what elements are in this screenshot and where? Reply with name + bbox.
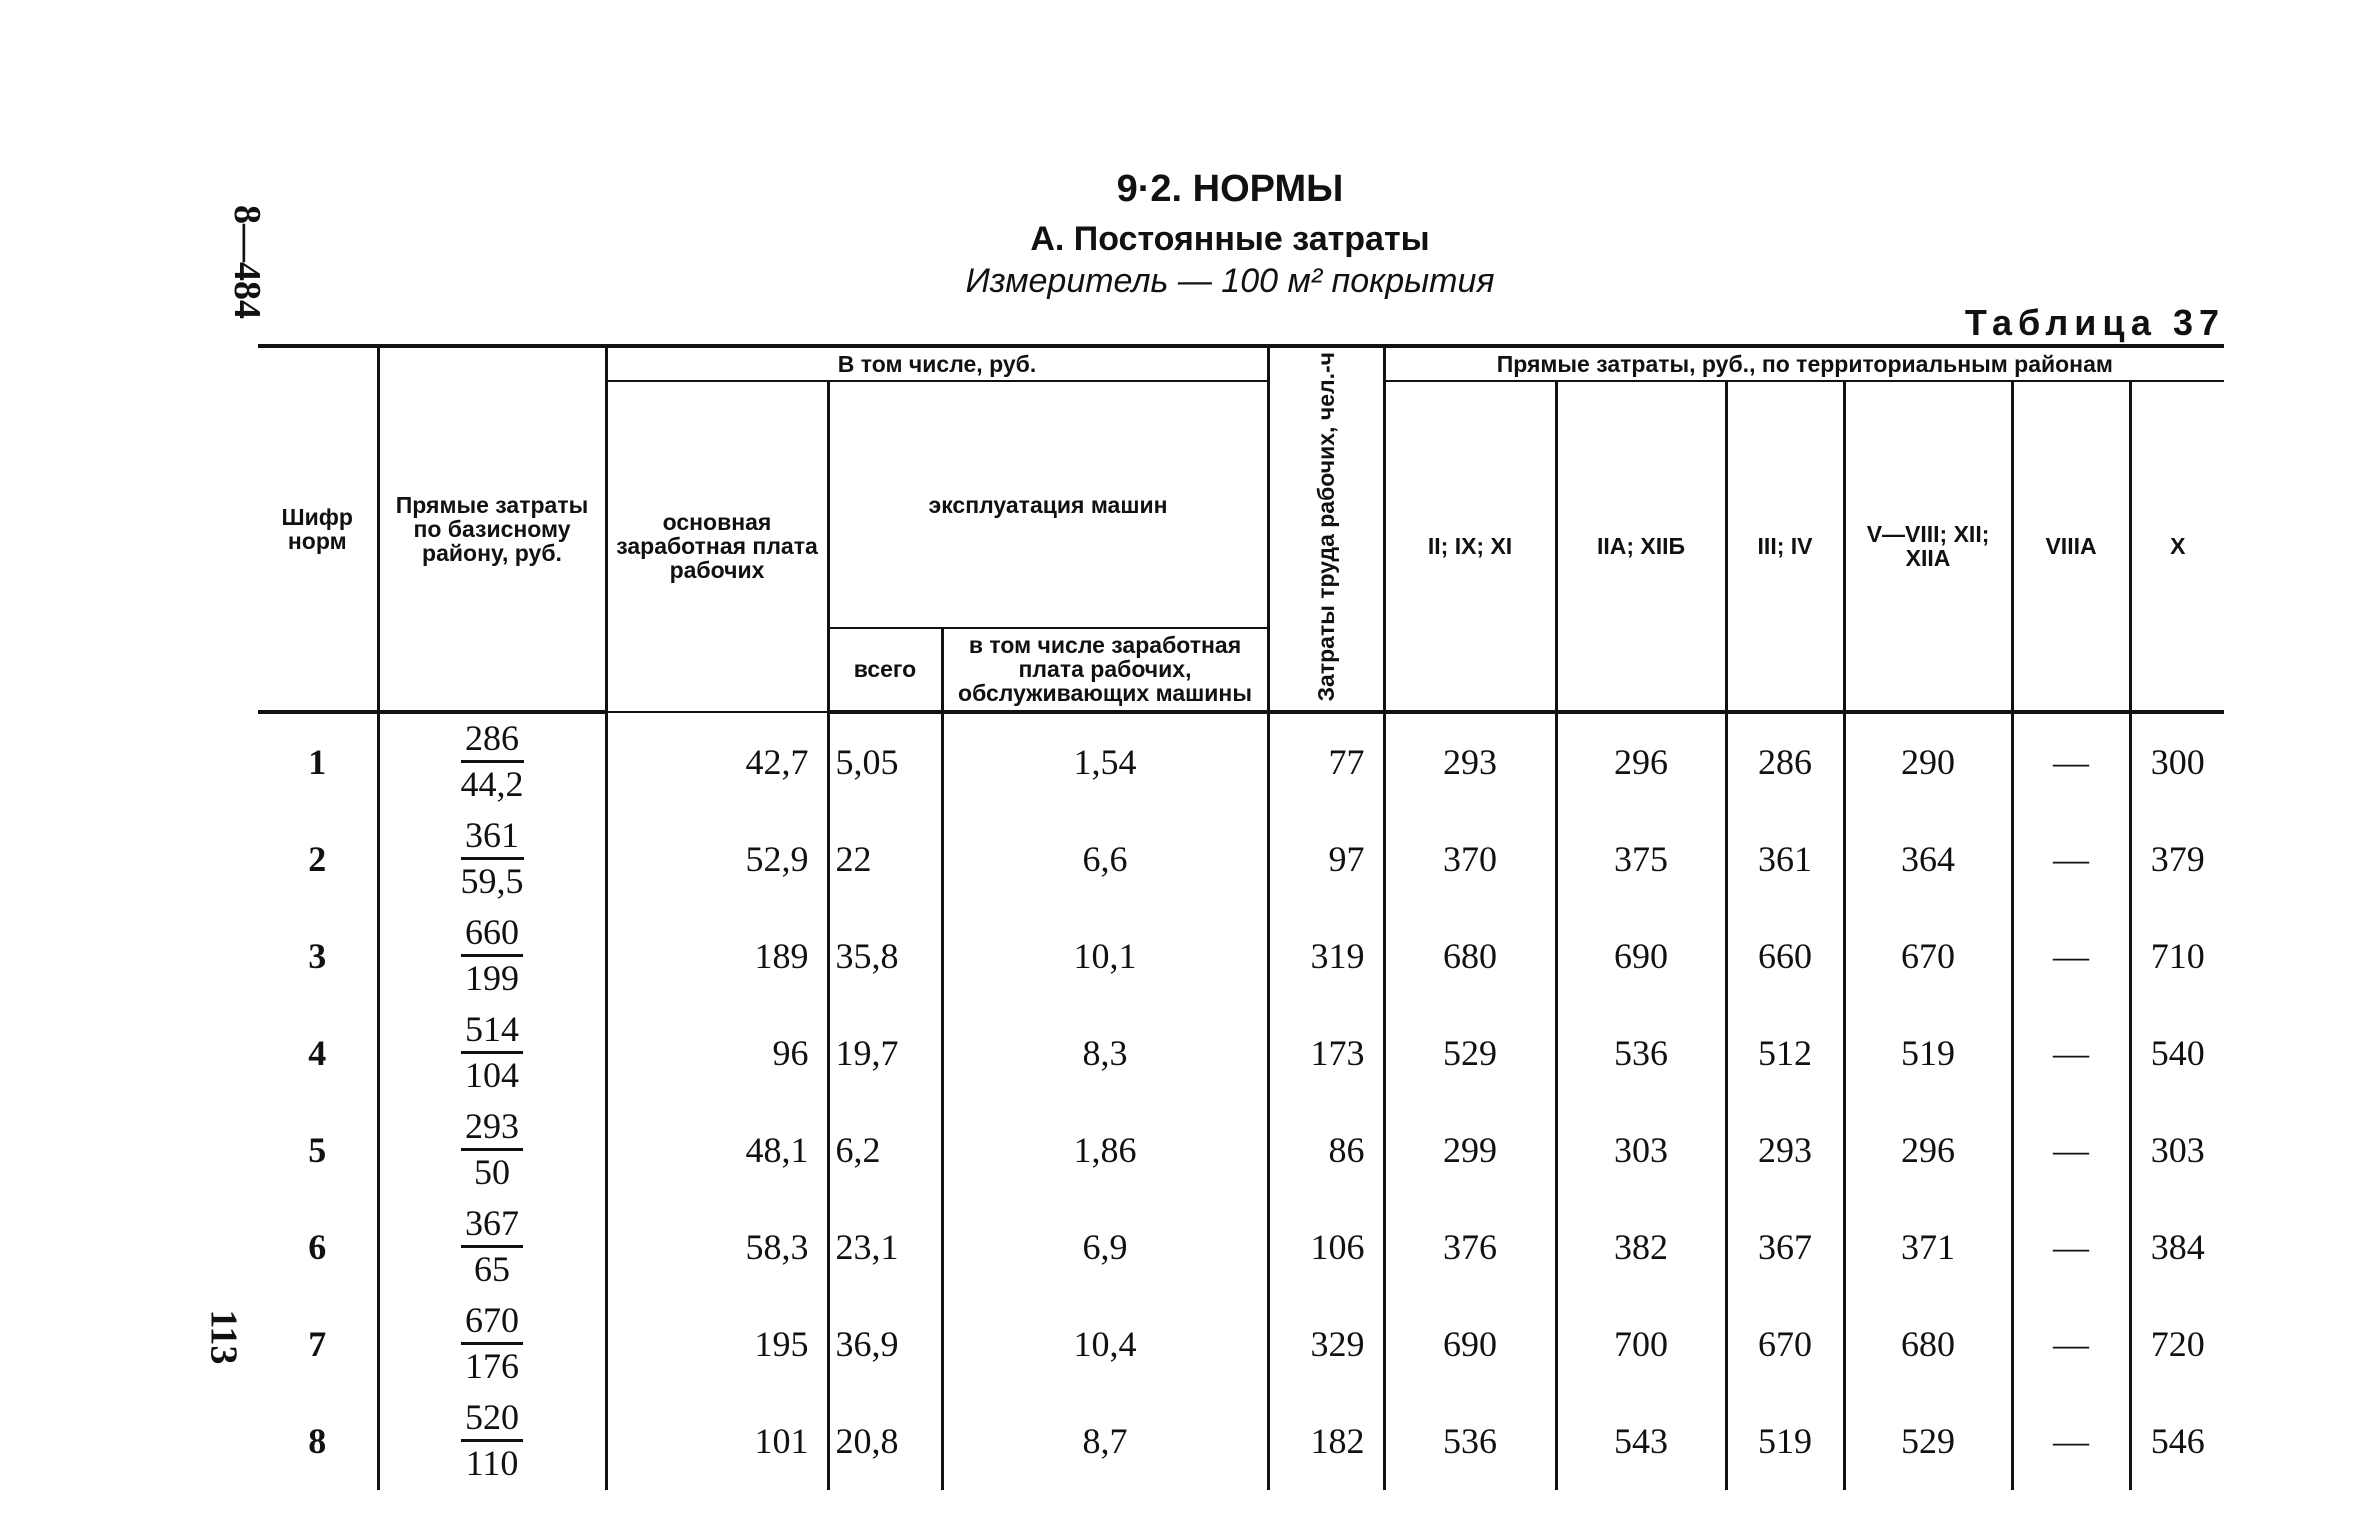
cell-region-6: 540 bbox=[2130, 1005, 2224, 1102]
cell-direct-cost bbox=[378, 1199, 606, 1296]
cell-wages: 58,3 bbox=[606, 1199, 828, 1296]
cell-region-5: — bbox=[2012, 811, 2130, 908]
col-header-machines-total: всего bbox=[828, 628, 942, 711]
direct-cost-value: 514 bbox=[461, 1010, 523, 1055]
cell-region-5: — bbox=[2012, 1199, 2130, 1296]
direct-cost-fraction bbox=[461, 1398, 523, 1484]
cell-region-3: 286 bbox=[1726, 712, 1844, 811]
col-header-regions-group: Прямые затраты, руб., по территориальным районам bbox=[1384, 346, 2224, 381]
cell-machines-total: 5,05 bbox=[828, 712, 942, 811]
col-header-region-3: III; IV bbox=[1726, 381, 1844, 711]
cell-region-6: 384 bbox=[2130, 1199, 2224, 1296]
cell-code: 4 bbox=[308, 1033, 327, 1073]
cell-code: 8 bbox=[308, 1421, 327, 1461]
page-number-side: 113 bbox=[202, 1309, 245, 1365]
section-title: 9·2. НОРМЫ bbox=[1116, 168, 1344, 210]
table-row bbox=[258, 712, 2224, 811]
direct-cost-fraction bbox=[461, 719, 524, 805]
norms-table-body bbox=[258, 712, 2224, 1490]
cell-machines-wages: 6,6 bbox=[942, 811, 1268, 908]
cell-code: 1 bbox=[308, 742, 327, 782]
cell-region-5: — bbox=[2012, 1393, 2130, 1490]
col-header-region-4: V—VIII; XII; XIIA bbox=[1844, 381, 2012, 711]
cell-machines-total: 23,1 bbox=[828, 1199, 942, 1296]
cell-region-1: 529 bbox=[1384, 1005, 1556, 1102]
col-header-machines-wages: в том числе заработная плата рабочих, обслуживающих машины bbox=[942, 628, 1268, 711]
table-row bbox=[258, 1005, 2224, 1102]
direct-cost-value: 520 bbox=[461, 1398, 523, 1443]
cell-region-3: 670 bbox=[1726, 1296, 1844, 1393]
cell-machines-total: 19,7 bbox=[828, 1005, 942, 1102]
direct-cost-value: 670 bbox=[461, 1301, 523, 1346]
cell-machines-wages: 10,4 bbox=[942, 1296, 1268, 1393]
col-header-labor-text: Затраты труда рабочих, чел.-ч bbox=[1312, 352, 1339, 702]
page-code-side: 8—484 bbox=[226, 205, 268, 319]
cell-machines-wages: 10,1 bbox=[942, 908, 1268, 1005]
cell-region-2: 375 bbox=[1556, 811, 1726, 908]
direct-cost-subvalue: 110 bbox=[465, 1443, 519, 1484]
cell-region-5: — bbox=[2012, 712, 2130, 811]
col-header-region-5: VIIIA bbox=[2012, 381, 2130, 711]
cell-direct-cost bbox=[378, 908, 606, 1005]
direct-cost-fraction bbox=[461, 1010, 523, 1096]
cell-labor: 77 bbox=[1268, 712, 1384, 811]
cell-region-3: 367 bbox=[1726, 1199, 1844, 1296]
direct-cost-subvalue: 44,2 bbox=[460, 764, 524, 805]
cell-code: 6 bbox=[308, 1227, 327, 1267]
direct-cost-subvalue: 176 bbox=[465, 1346, 519, 1387]
cell-region-4: 364 bbox=[1844, 811, 2012, 908]
cell-region-2: 296 bbox=[1556, 712, 1726, 811]
cell-direct-cost bbox=[378, 1296, 606, 1393]
direct-cost-subvalue: 59,5 bbox=[460, 861, 524, 902]
cell-region-3: 512 bbox=[1726, 1005, 1844, 1102]
cell-code: 2 bbox=[308, 839, 327, 879]
cell-region-1: 299 bbox=[1384, 1102, 1556, 1199]
direct-cost-subvalue: 104 bbox=[465, 1055, 519, 1096]
cell-direct-cost bbox=[378, 811, 606, 908]
direct-cost-value: 367 bbox=[461, 1204, 523, 1249]
direct-cost-fraction bbox=[461, 816, 524, 902]
cell-region-6: 303 bbox=[2130, 1102, 2224, 1199]
cell-region-2: 543 bbox=[1556, 1393, 1726, 1490]
direct-cost-subvalue: 199 bbox=[465, 958, 519, 999]
direct-cost-value: 361 bbox=[461, 816, 524, 861]
cell-machines-total: 22 bbox=[828, 811, 942, 908]
cell-region-6: 710 bbox=[2130, 908, 2224, 1005]
cell-labor: 329 bbox=[1268, 1296, 1384, 1393]
col-header-including-group: В том числе, руб. bbox=[606, 346, 1268, 381]
cell-machines-total: 6,2 bbox=[828, 1102, 942, 1199]
cell-region-5: — bbox=[2012, 1296, 2130, 1393]
cell-region-4: 290 bbox=[1844, 712, 2012, 811]
cell-direct-cost bbox=[378, 1102, 606, 1199]
cell-region-5: — bbox=[2012, 908, 2130, 1005]
cell-region-4: 680 bbox=[1844, 1296, 2012, 1393]
cell-machines-total: 20,8 bbox=[828, 1393, 942, 1490]
cell-region-1: 370 bbox=[1384, 811, 1556, 908]
table-label: Таблица 37 bbox=[1964, 302, 2225, 343]
direct-cost-value: 286 bbox=[461, 719, 524, 764]
cell-region-6: 720 bbox=[2130, 1296, 2224, 1393]
cell-region-3: 293 bbox=[1726, 1102, 1844, 1199]
cell-region-4: 519 bbox=[1844, 1005, 2012, 1102]
table-row bbox=[258, 1296, 2224, 1393]
direct-cost-fraction bbox=[461, 1301, 523, 1387]
direct-cost-fraction bbox=[461, 1204, 523, 1290]
cell-machines-total: 36,9 bbox=[828, 1296, 942, 1393]
cell-region-1: 376 bbox=[1384, 1199, 1556, 1296]
cell-region-1: 680 bbox=[1384, 908, 1556, 1005]
cell-labor: 319 bbox=[1268, 908, 1384, 1005]
col-header-region-1: II; IX; XI bbox=[1384, 381, 1556, 711]
direct-cost-fraction bbox=[461, 913, 523, 999]
col-header-labor bbox=[1268, 346, 1384, 712]
cell-region-1: 293 bbox=[1384, 712, 1556, 811]
cell-code: 7 bbox=[308, 1324, 327, 1364]
col-header-direct-cost: Прямые затраты по базисному району, руб. bbox=[378, 346, 606, 712]
cell-region-2: 382 bbox=[1556, 1199, 1726, 1296]
table-row bbox=[258, 908, 2224, 1005]
cell-region-3: 660 bbox=[1726, 908, 1844, 1005]
cell-region-6: 546 bbox=[2130, 1393, 2224, 1490]
table-row bbox=[258, 1199, 2224, 1296]
section-subtitle: А. Постоянные затраты bbox=[1030, 220, 1430, 258]
cell-region-2: 536 bbox=[1556, 1005, 1726, 1102]
cell-wages: 195 bbox=[606, 1296, 828, 1393]
measure-unit: Измеритель — 100 м² покрытия bbox=[965, 262, 1495, 300]
cell-machines-wages: 6,9 bbox=[942, 1199, 1268, 1296]
cell-direct-cost bbox=[378, 712, 606, 811]
cell-region-4: 529 bbox=[1844, 1393, 2012, 1490]
cell-region-5: — bbox=[2012, 1102, 2130, 1199]
cell-region-6: 379 bbox=[2130, 811, 2224, 908]
direct-cost-subvalue: 50 bbox=[474, 1152, 510, 1193]
direct-cost-subvalue: 65 bbox=[474, 1249, 510, 1290]
cell-machines-wages: 1,86 bbox=[942, 1102, 1268, 1199]
cell-machines-wages: 8,7 bbox=[942, 1393, 1268, 1490]
cell-machines-total: 35,8 bbox=[828, 908, 942, 1005]
cell-wages: 101 bbox=[606, 1393, 828, 1490]
col-header-region-2: IIA; XIIБ bbox=[1556, 381, 1726, 711]
cell-wages: 48,1 bbox=[606, 1102, 828, 1199]
cell-wages: 96 bbox=[606, 1005, 828, 1102]
cell-labor: 106 bbox=[1268, 1199, 1384, 1296]
cell-region-4: 670 bbox=[1844, 908, 2012, 1005]
cell-code: 3 bbox=[308, 936, 327, 976]
norms-table bbox=[258, 344, 2224, 1490]
cell-machines-wages: 8,3 bbox=[942, 1005, 1268, 1102]
col-header-wages: основная заработная плата рабочих bbox=[606, 381, 828, 711]
cell-region-5: — bbox=[2012, 1005, 2130, 1102]
direct-cost-fraction bbox=[461, 1107, 523, 1193]
direct-cost-value: 660 bbox=[461, 913, 523, 958]
table-row bbox=[258, 1393, 2224, 1490]
cell-region-3: 519 bbox=[1726, 1393, 1844, 1490]
cell-wages: 52,9 bbox=[606, 811, 828, 908]
cell-labor: 86 bbox=[1268, 1102, 1384, 1199]
cell-labor: 97 bbox=[1268, 811, 1384, 908]
table-row bbox=[258, 1102, 2224, 1199]
cell-wages: 189 bbox=[606, 908, 828, 1005]
cell-region-2: 700 bbox=[1556, 1296, 1726, 1393]
cell-machines-wages: 1,54 bbox=[942, 712, 1268, 811]
cell-region-1: 690 bbox=[1384, 1296, 1556, 1393]
cell-region-2: 690 bbox=[1556, 908, 1726, 1005]
cell-region-4: 296 bbox=[1844, 1102, 2012, 1199]
col-header-code: Шифр норм bbox=[258, 346, 378, 712]
direct-cost-value: 293 bbox=[461, 1107, 523, 1152]
cell-region-6: 300 bbox=[2130, 712, 2224, 811]
cell-region-2: 303 bbox=[1556, 1102, 1726, 1199]
cell-region-1: 536 bbox=[1384, 1393, 1556, 1490]
col-header-region-6: X bbox=[2130, 381, 2224, 711]
table-row bbox=[258, 811, 2224, 908]
cell-code: 5 bbox=[308, 1130, 327, 1170]
cell-direct-cost bbox=[378, 1393, 606, 1490]
cell-region-4: 371 bbox=[1844, 1199, 2012, 1296]
col-header-machines-group: эксплуатация машин bbox=[828, 381, 1268, 628]
cell-labor: 173 bbox=[1268, 1005, 1384, 1102]
cell-region-3: 361 bbox=[1726, 811, 1844, 908]
cell-wages: 42,7 bbox=[606, 712, 828, 811]
cell-direct-cost bbox=[378, 1005, 606, 1102]
cell-labor: 182 bbox=[1268, 1393, 1384, 1490]
